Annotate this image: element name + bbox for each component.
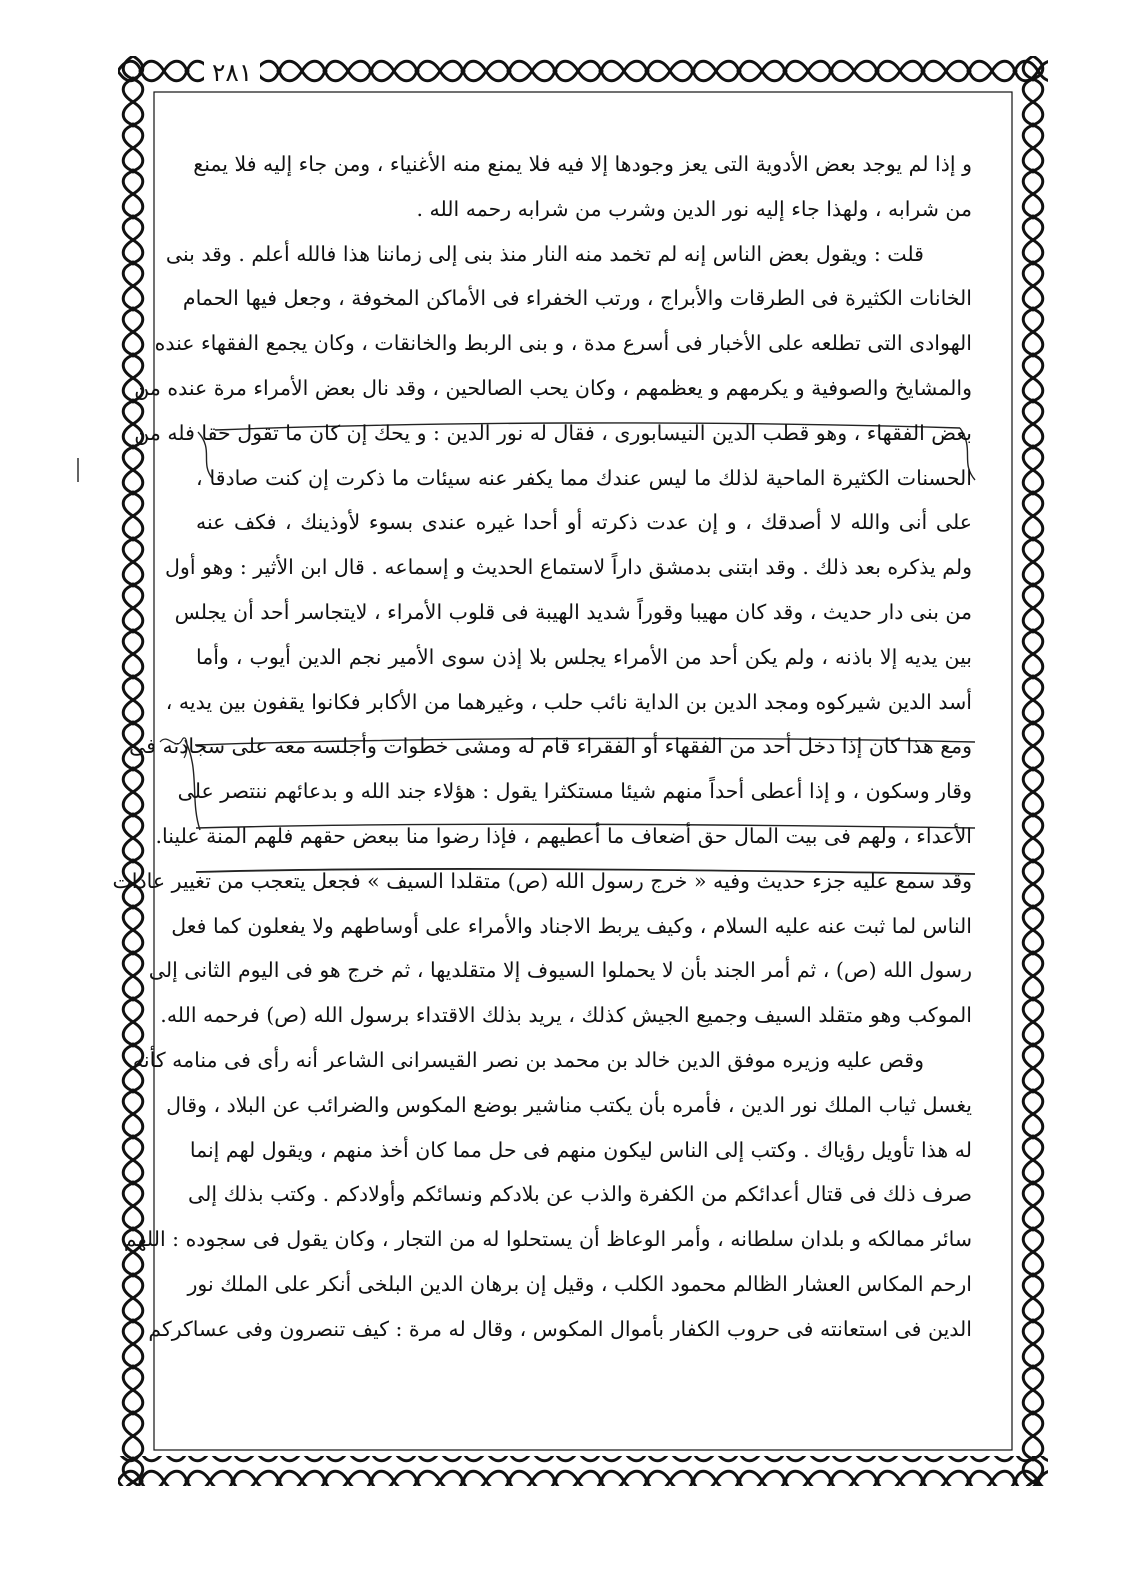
- text-line: على أنى والله لا أصدقك ، و إن عدت ذكرته أو أحدا غيره عندى بسوء لأوذينك ، فكف عنه: [196, 510, 972, 535]
- text-line: ولم يذكره بعد ذلك . وقد ابتنى بدمشق داراً لاستماع الحديث و إسماعه . قال ابن الأثير : وهو أول: [165, 555, 972, 580]
- text-line: وقد سمع عليه جزء حديث وفيه « خرج رسول الله (ص) متقلدا السيف » فجعل يتعجب من تغيير عادات: [112, 868, 972, 893]
- text-line: سائر ممالكه و بلدان سلطانه ، وأمر الوعاظ أن يستحلوا له من التجار ، وكان يقول فى سجوده : اللهم: [123, 1227, 972, 1252]
- text-line: الهوادى التى تطلعه على الأخبار فى أسرع مدة ، و بنى الربط والخانقات ، وكان يجمع الفقهاء عنده: [154, 331, 972, 356]
- text-line: ارحم المكاس العشار الظالم محمود الكلب ، وقيل إن برهان الدين البلخى أنكر على الملك نور: [187, 1271, 972, 1296]
- text-line: الناس لما ثبت عنه عليه السلام ، وكيف يربط الاجناد والأمراء على أوساطهم ولا يفعلون كما فعل: [171, 913, 972, 938]
- text-line: صرف ذلك فى قتال أعدائكم من الكفرة والذب عن بلادكم ونسائكم وأولادكم . وكتب بذلك إلى: [188, 1182, 972, 1207]
- text-line: الأعداء ، ولهم فى بيت المال حق أضعاف ما أعطيهم ، فإذا رضوا منا ببعض حقهم فلهم المنة علينا.: [155, 823, 972, 848]
- text-line: وقار وسكون ، و إذا أعطى أحداً منهم شيئا مستكثرا يقول : هؤلاء جند الله و بدعائهم ننتصر على: [177, 779, 972, 804]
- page-number: ٢٨١: [204, 58, 260, 88]
- text-line: الحسنات الكثيرة الماحية لذلك ما ليس عندك مما يكفر عنه سيئات ما ذكرت إن كنت صادقا ،: [196, 465, 972, 490]
- text-line: الدين فى استعانته فى حروب الكفار بأموال المكوس ، وقال له مرة : كيف تنصرون وفى عساكركم: [148, 1316, 972, 1341]
- text-line: رسول الله (ص) ، ثم أمر الجند بأن لا يحملوا السيوف إلا متقلديها ، ثم خرج هو فى اليوم الثانى إلى: [148, 958, 972, 983]
- text-line: من بنى دار حديث ، وقد كان مهيبا وقوراً شديد الهيبة فى قلوب الأمراء ، لايتجاسر أحد أن يجلس: [174, 599, 972, 624]
- text-line: و إذا لم يوجد بعض الأدوية التى يعز وجودها إلا فيه فلا يمنع منه الأغنياء ، ومن جاء إليه فلا يمنع: [193, 152, 972, 176]
- text-line: بعض الفقهاء ، وهو قطب الدين النيسابورى ، فقال له نور الدين : و يحك إن كان ما تقول حقا فله من: [134, 420, 972, 445]
- body-text: [112, 142, 972, 1352]
- text-line: من شرابه ، ولهذا جاء إليه نور الدين وشرب من شرابه رحمه الله .: [416, 196, 972, 221]
- text-line: أسد الدين شيركوه ومجد الدين بن الداية نائب حلب ، وغيرهما من الأكابر فكانوا يقفون بين يديه ،: [165, 689, 972, 714]
- text-line: ومع هذا كان إذا دخل أحد من الفقهاء أو الفقراء قام له ومشى خطوات وأجلسه معه على سجادته فى: [129, 734, 972, 759]
- text-line: له هذا تأويل رؤياك . وكتب إلى الناس ليكون منهم فى حل مما كان أخذ منهم ، ويقول لهم إنما: [189, 1137, 972, 1162]
- text-line: يغسل ثياب الملك نور الدين ، فأمره بأن يكتب مناشير بوضع المكوس والضرائب عن البلاد ، وقال: [166, 1092, 972, 1117]
- text-line: والمشايخ والصوفية و يكرمهم و يعظمهم ، وكان يحب الصالحين ، وقد نال بعض الأمراء مرة عنده من: [134, 375, 972, 400]
- text-line: بين يديه إلا باذنه ، ولم يكن أحد من الأمراء يجلس بلا إذن سوى الأمير نجم الدين أيوب ، وأما: [196, 644, 972, 669]
- text-line: الخانات الكثيرة فى الطرقات والأبراج ، ورتب الخفراء فى الأماكن المخوفة ، وجعل فيها الحمام: [182, 286, 972, 311]
- text-line: وقص عليه وزيره موفق الدين خالد بن محمد بن نصر القيسرانى الشاعر أنه رأى فى منامه كأنه: [132, 1047, 924, 1072]
- text-line: قلت : ويقول بعض الناس إنه لم تخمد منه النار منذ بنى إلى زماننا هذا فالله أعلم . وقد بنى: [165, 241, 924, 266]
- text-line: الموكب وهو متقلد السيف وجميع الجيش كذلك ، يريد بذلك الاقتداء برسول الله (ص) فرحمه الله.: [160, 1003, 972, 1028]
